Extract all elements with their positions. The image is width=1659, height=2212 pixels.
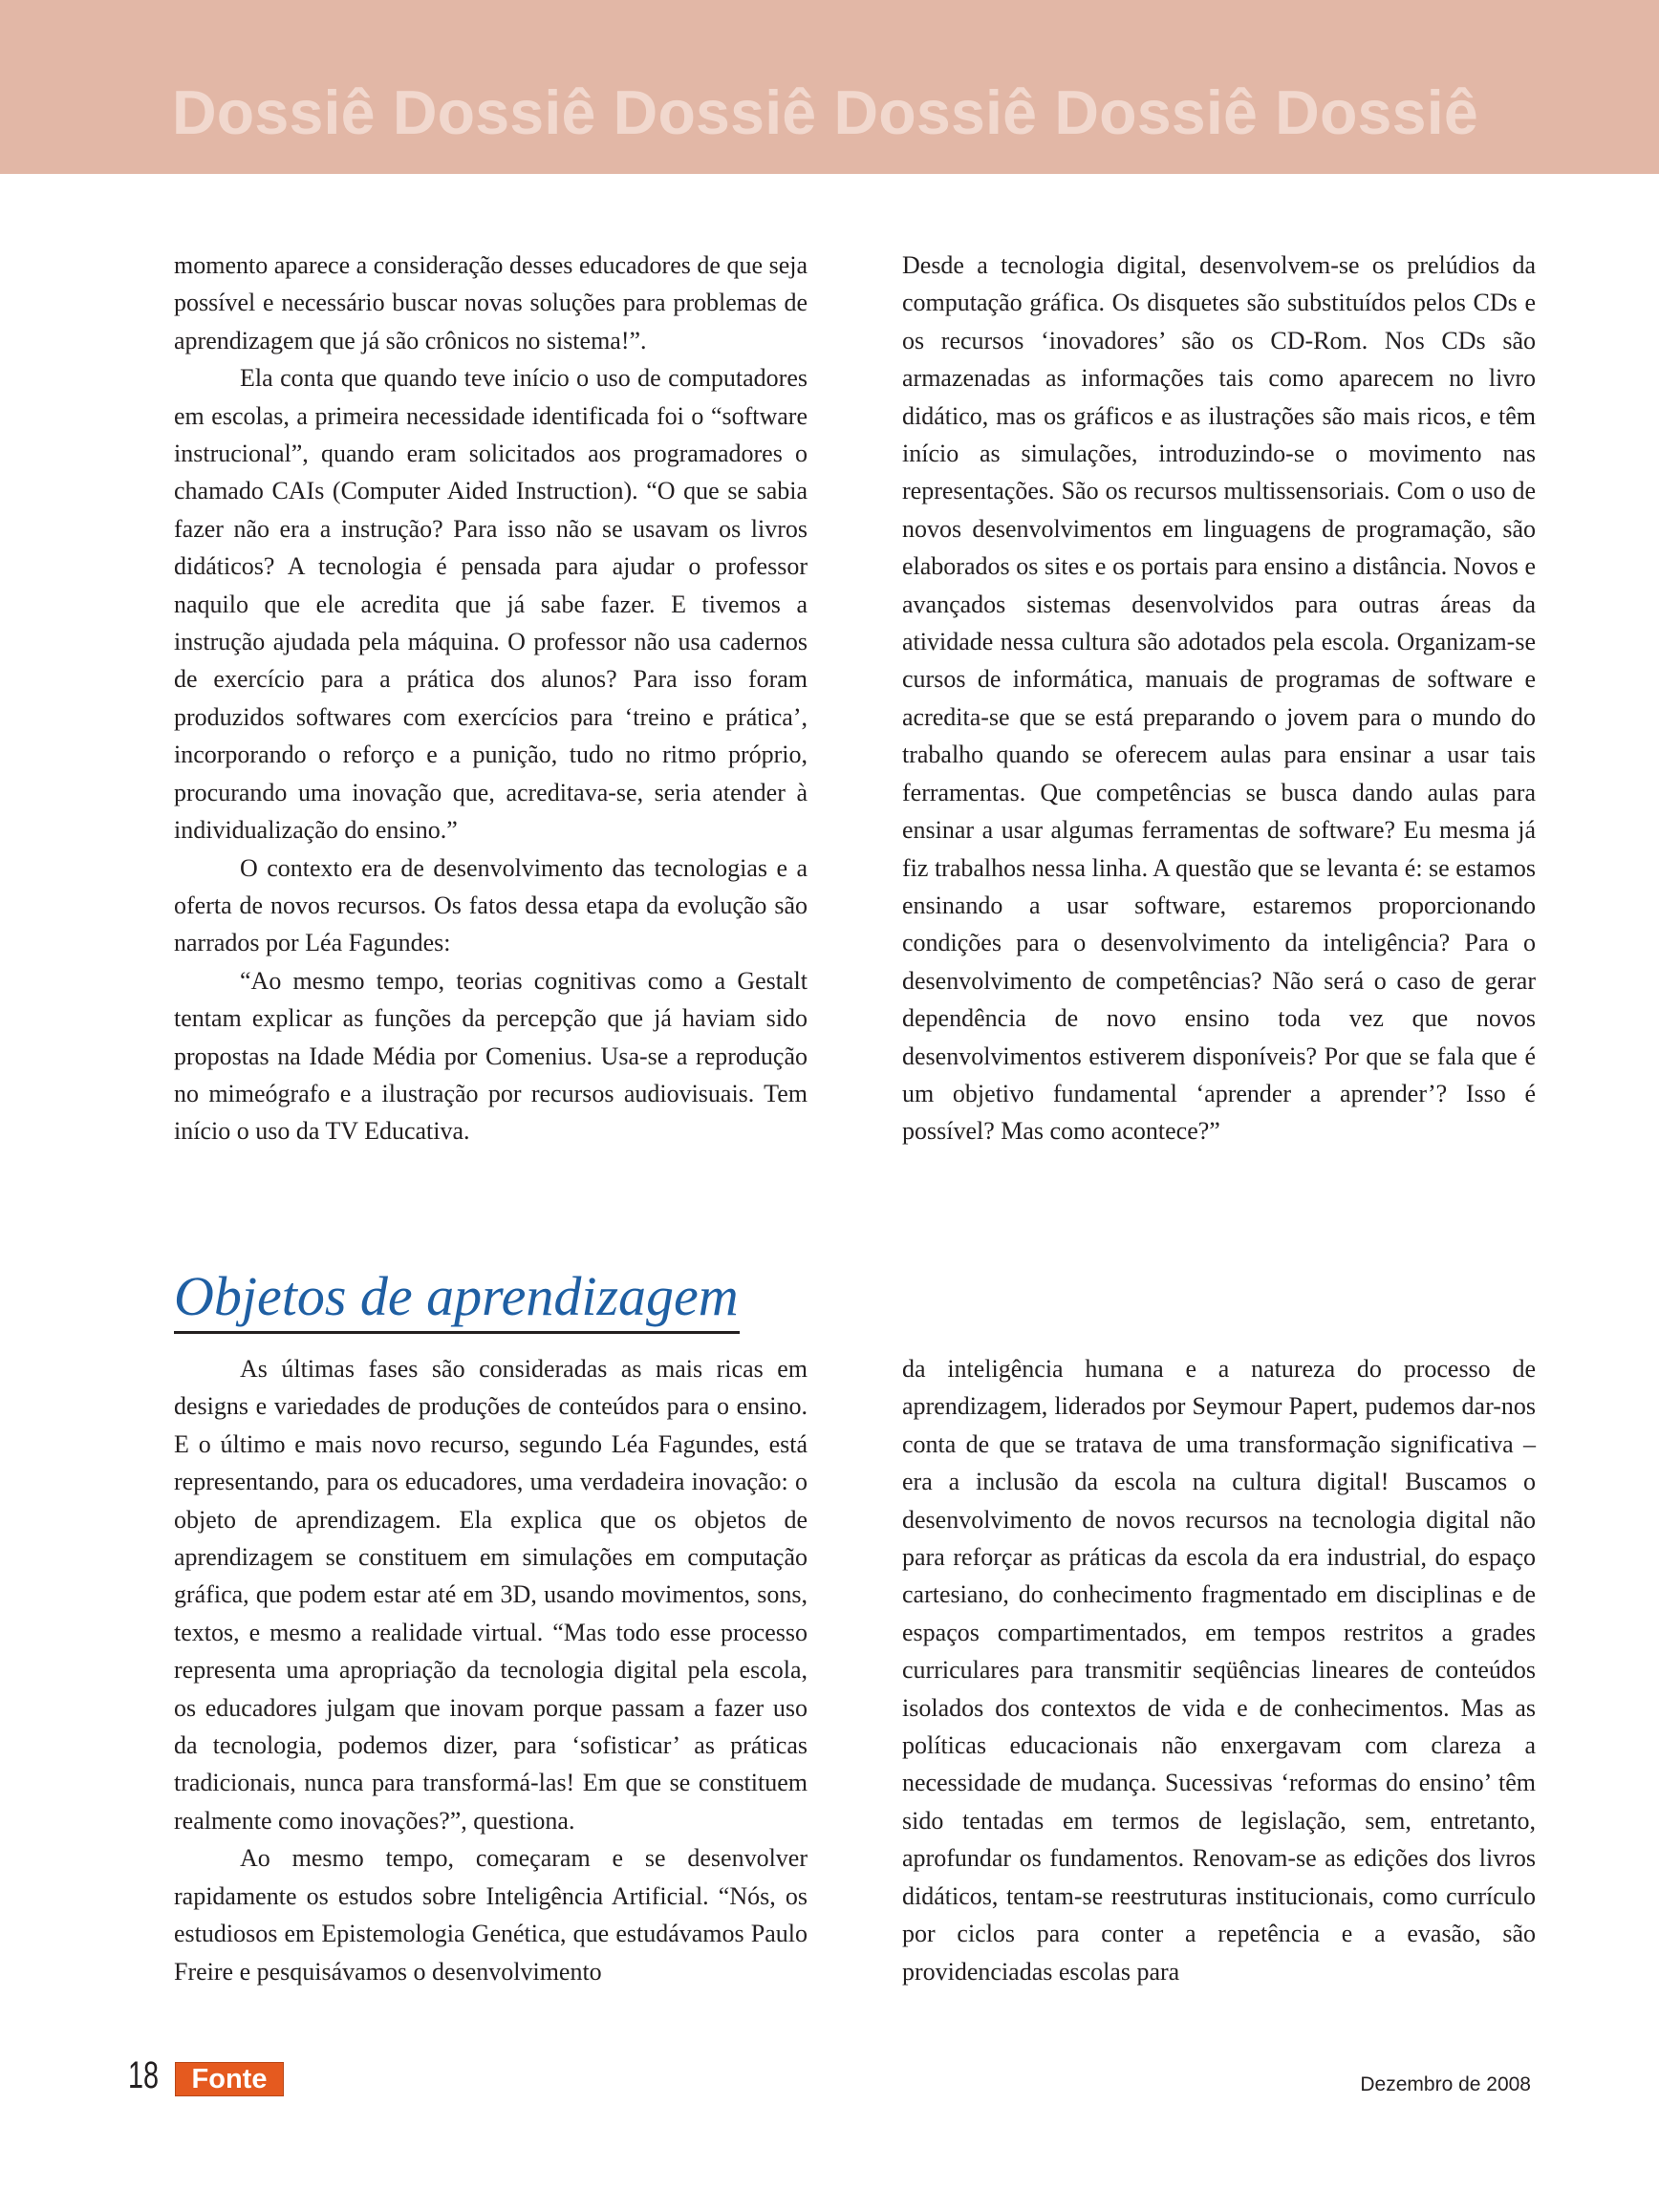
issue-date: Dezembro de 2008 bbox=[1360, 2073, 1531, 2095]
column-top-left bbox=[174, 247, 808, 1150]
column-bottom-right bbox=[902, 1350, 1536, 1990]
dossie-header-banner bbox=[0, 0, 1659, 174]
fonte-logo: Fonte bbox=[175, 2062, 284, 2096]
paragraph: Desde a tecnologia digital, desenvolvem-se os prelúdios da computação gráfica. Os disquetes são substituídos pelos CDs e os recursos ‘inovadores’ são os CD-Rom. Nos CDs são armazenadas as informações tais como aparecem no livro didático, mas os gráficos e as ilustrações são mais ricos, e têm início as simulações, introduzindo-se o movimento nas representações. São os recursos multissensoriais. Com o uso de novos desenvolvimentos em linguagens de programação, são elaborados os sites e os portais para ensino a distância. Novos e avançados sistemas desenvolvidos para outras áreas da atividade nessa cultura são adotados pela escola. Organizam-se cursos de informática, manuais de programas de software e acredita-se que se está preparando o jovem para o mundo do trabalho quando se oferecem aulas para ensinar a usar tais ferramentas. Que competências se busca dando aulas para ensinar a usar algumas ferramentas de software? Eu mesma já fiz trabalhos nessa linha. A questão que se levanta é: se estamos ensinando a usar software, estaremos proporcionando condições para o desenvolvimento da inteligência? Para o desenvolvimento de competências? Não será o caso de gerar dependência de novo ensino toda vez que novos desenvolvimentos estiverem disponíveis? Por que se fala que é um objetivo fundamental ‘aprender a aprender’? Isso é possível? Mas como acontece?” bbox=[902, 251, 1536, 1146]
section-heading: Objetos de aprendizagem bbox=[174, 1269, 740, 1334]
paragraph: momento aparece a consideração desses educadores de que seja possível e necessário buscar novas soluções para problemas de aprendizagem que já são crônicos no sistema!”. bbox=[174, 251, 808, 354]
quote-paragraph: “Ao mesmo tempo, teorias cognitivas como a Gestalt tentam explicar as funções da percepção que já haviam sido propostas na Idade Média por Comenius. Usa-se a reprodução no mimeógrafo e a ilustração por recursos audiovisuais. Tem início o uso da TV Educativa. bbox=[174, 966, 808, 1146]
column-bottom-left bbox=[174, 1350, 808, 1990]
banner-title: Dossiê Dossiê Dossiê Dossiê Dossiê Dossiê bbox=[172, 78, 1478, 147]
paragraph: O contexto era de desenvolvimento das tecnologias e a oferta de novos recursos. Os fatos dessa etapa da evolução são narrados por Léa Fagundes: bbox=[174, 853, 808, 957]
paragraph: Ela conta que quando teve início o uso de computadores em escolas, a primeira necessidade identificada foi o “software instrucional”, quando eram solicitados aos programadores o chamado CAIs (Computer Aided Instruction). “O que se sabia fazer não era a instrução? Para isso não se usavam os livros didáticos? A tecnologia é pensada para ajudar o professor naquilo que ele acredita que já sabe fazer. E tivemos a instrução ajudada pela máquina. O professor não usa cadernos de exercício para a prática dos alunos? Para isso foram produzidos softwares com exercícios para ‘treino e prática’, incorporando o reforço e a punição, tudo no ritmo próprio, procurando uma inovação que, acreditava-se, seria atender à individualização do ensino.” bbox=[174, 364, 808, 845]
paragraph: Ao mesmo tempo, começaram e se desenvolver rapidamente os estudos sobre Inteligência Artificial. “Nós, os estudiosos em Epistemologia Genética, que estudávamos Paulo Freire e pesquisávamos o desenvolvimento bbox=[174, 1844, 808, 1986]
page-number: 18 bbox=[128, 2054, 160, 2096]
paragraph: As últimas fases são consideradas as mais ricas em designs e variedades de produções de conteúdos para o ensino. E o último e mais novo recurso, segundo Léa Fagundes, está representando, para os educadores, uma verdadeira inovação: o objeto de aprendizagem. Ela explica que os objetos de aprendizagem se constituem em simulações em computação gráfica, que podem estar até em 3D, usando movimentos, sons, textos, e mesmo a realidade virtual. “Mas todo esse processo representa uma apropriação da tecnologia digital pela escola, os educadores julgam que inovam porque passam a fazer uso da tecnologia, podemos dizer, para ‘sofisticar’ as práticas tradicionais, nunca para transformá-las! Em que se constituem realmente como inovações?”, questiona. bbox=[174, 1355, 808, 1835]
column-top-right bbox=[902, 247, 1536, 1150]
paragraph: da inteligência humana e a natureza do processo de aprendizagem, liderados por Seymour Papert, pudemos dar-nos conta de que se tratava de uma transformação significativa – era a inclusão da escola na cultura digital! Buscamos o desenvolvimento de novos recursos na tecnologia digital não para reforçar as práticas da escola da era industrial, do espaço cartesiano, do conhecimento fragmentado em disciplinas e de espaços compartimentados, em tempos restritos a grades curriculares para transmitir seqüências lineares de conteúdos isolados dos contextos de vida e de conhecimentos. Mas as políticas educacionais não enxergavam com clareza a necessidade de mudança. Sucessivas ‘reformas do ensino’ têm sido tentadas em termos de legislação, sem, entretanto, aprofundar os fundamentos. Renovam-se as edições dos livros didáticos, tentam-se reestruturas institucionais, como currículo por ciclos para conter a repetência e a evasão, são providenciadas escolas para bbox=[902, 1355, 1536, 1986]
